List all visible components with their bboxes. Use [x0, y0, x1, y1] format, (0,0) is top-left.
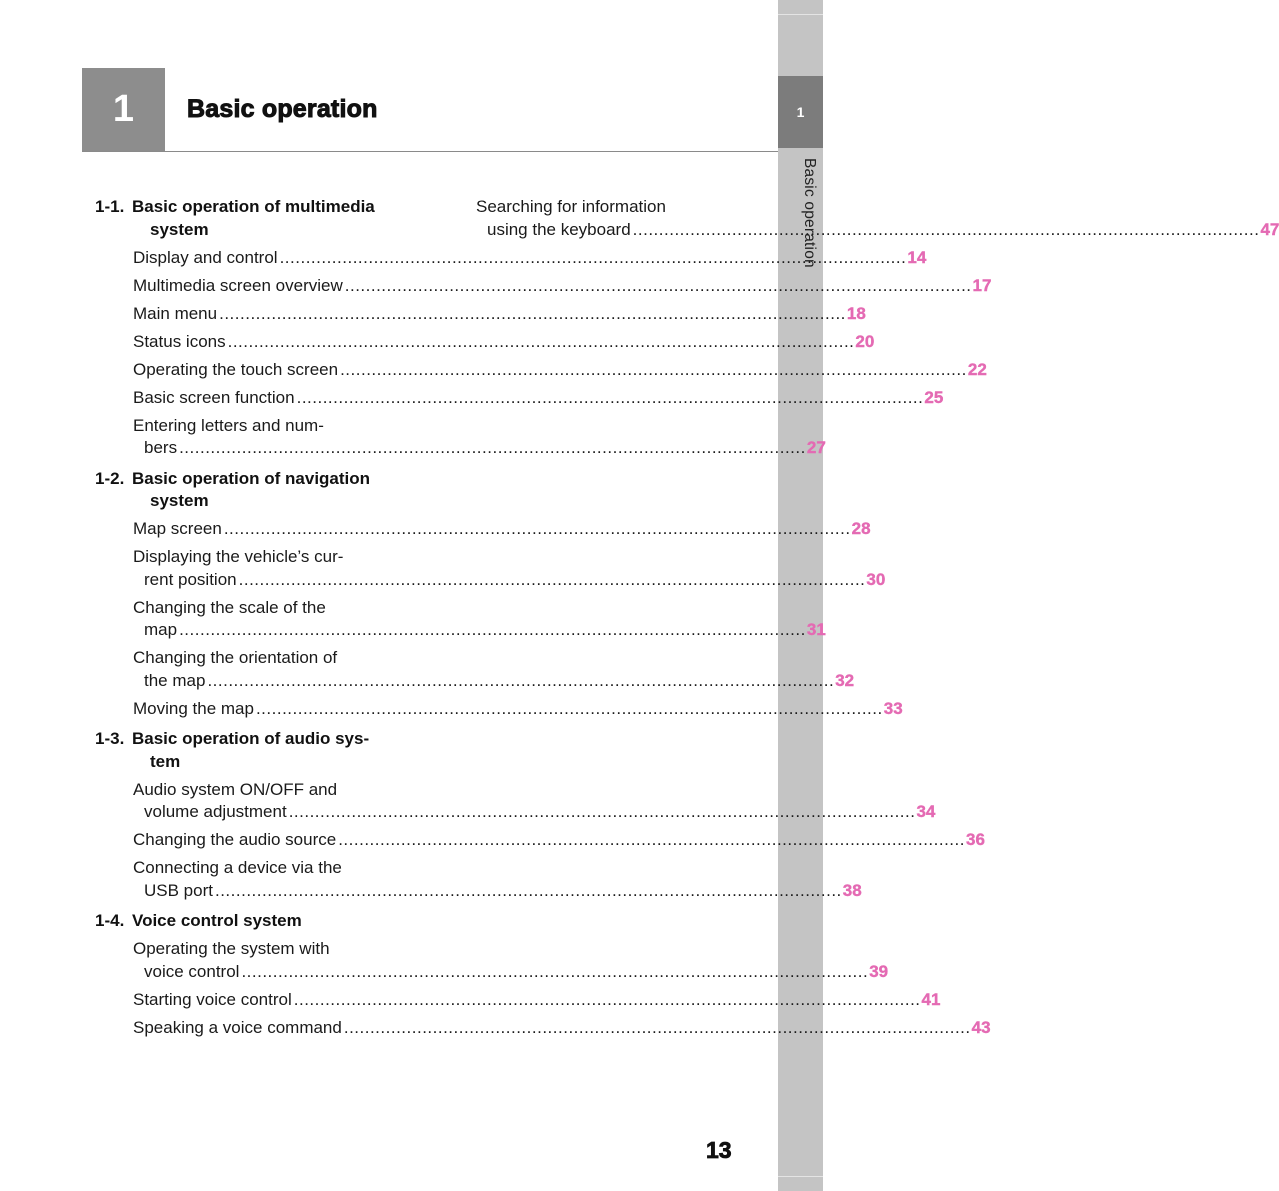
toc-entry-title: Map screen [133, 519, 222, 538]
toc-entry[interactable] [476, 196, 1279, 241]
section-title-text: Basic operation of navigation [132, 468, 371, 488]
toc-page-link[interactable]: 32 [835, 670, 855, 690]
toc-page-link[interactable]: 39 [869, 961, 889, 981]
toc-entry-title: Changing the orientation of [133, 648, 338, 667]
strip-divider [778, 1176, 823, 1177]
toc-page-link[interactable]: 14 [907, 247, 927, 267]
toc-entry-title-cont: volume adjustment [144, 802, 287, 821]
dot-leader: ........................................................................................................................ [179, 438, 806, 457]
toc-entry[interactable] [95, 597, 826, 642]
toc-entry[interactable] [95, 387, 944, 410]
toc-page-link[interactable]: 36 [965, 830, 985, 849]
section-title-cont: system [150, 491, 209, 510]
toc-entry[interactable] [95, 359, 987, 382]
toc-entry-title: Multimedia screen overview [133, 275, 343, 295]
toc-page-link[interactable]: 25 [924, 387, 944, 407]
toc-page-link[interactable]: 43 [971, 1017, 991, 1037]
toc-section [95, 728, 985, 902]
toc-entry[interactable] [95, 938, 889, 983]
toc-entry-title-cont: voice control [144, 961, 240, 981]
toc-entry-title-cont: map [144, 620, 178, 639]
toc-entry[interactable] [95, 518, 871, 541]
toc-entry-title: Searching for information [476, 197, 666, 216]
toc-section-title[interactable] [95, 196, 398, 241]
toc-entry-title-cont: the map [144, 670, 206, 690]
toc-page-link[interactable]: 18 [846, 303, 866, 323]
dot-leader: ........................................................................................................................ [238, 569, 866, 589]
dot-leader: ........................................................................................................................ [340, 359, 967, 379]
dot-leader: ........................................................................................................................ [293, 989, 921, 1009]
toc-entry[interactable] [95, 698, 903, 721]
toc-entry[interactable] [95, 415, 826, 460]
toc-entry-title-cont: rent position [144, 569, 237, 589]
side-tab-label: Basic operation [801, 158, 818, 268]
toc-entry-title: Audio system ON/OFF and [133, 779, 338, 799]
section-title-text: Basic operation of multimedia [132, 197, 375, 216]
toc-entry-title: Displaying the vehicle’s cur- [133, 547, 344, 566]
toc-entry[interactable] [95, 829, 985, 852]
toc-entry[interactable] [95, 303, 866, 326]
toc-entry[interactable] [95, 275, 992, 298]
toc-page-link[interactable]: 28 [851, 519, 871, 538]
toc-section [95, 468, 903, 721]
toc-page-link[interactable]: 27 [806, 438, 826, 457]
dot-leader: ........................................................................................................................ [279, 247, 907, 267]
toc-section-title[interactable] [95, 910, 398, 933]
section-title-cont: system [150, 219, 209, 239]
section-number: 1-3. [95, 729, 125, 748]
chapter-title: Basic operation [187, 95, 378, 123]
dot-leader: ........................................................................................................................ [343, 1017, 971, 1037]
toc-entry-title: Connecting a device via the [133, 858, 342, 877]
toc-entry[interactable] [95, 647, 855, 692]
toc-entry-title: Speaking a voice command [133, 1017, 342, 1037]
toc-entry-title: Main menu [133, 303, 218, 323]
dot-leader: ........................................................................................................................ [288, 802, 916, 821]
section-number: 1-2. [95, 468, 125, 488]
toc-page-link[interactable]: 41 [921, 989, 941, 1009]
toc-entry-title: Display and control [133, 247, 278, 267]
toc-entry-title-cont: USB port [144, 880, 213, 900]
dot-leader: ........................................................................................................................ [219, 303, 846, 323]
dot-leader: ........................................................................................................................ [338, 830, 965, 849]
section-title-text: Voice control system [132, 911, 302, 930]
toc-entry[interactable] [95, 1017, 991, 1040]
toc-page-link[interactable]: 47 [1260, 219, 1279, 239]
section-number: 1-4. [95, 911, 125, 930]
side-tab-chapter-number[interactable]: 1 [778, 76, 823, 148]
dot-leader: ........................................................................................................................ [227, 331, 855, 351]
toc-entry-title: Entering letters and num- [133, 415, 324, 435]
chapter-number-box: 1 [82, 68, 165, 151]
toc-page-link[interactable]: 30 [866, 569, 886, 589]
dot-leader: ........................................................................................................................ [223, 519, 851, 538]
toc-entry-title: Operating the touch screen [133, 359, 339, 379]
toc-entry[interactable] [95, 247, 927, 270]
toc-entry-title-cont: bers [144, 438, 178, 457]
dot-leader: ........................................................................................................................ [296, 387, 924, 407]
toc-entry-title: Changing the scale of the [133, 597, 326, 617]
toc-section [95, 910, 991, 1039]
dot-leader: ........................................................................................................................ [255, 698, 883, 718]
toc-entry-title: Basic screen function [133, 387, 295, 407]
toc-entry[interactable] [95, 546, 886, 591]
dot-leader: ........................................................................................................................ [214, 880, 842, 900]
page-number: 13 [706, 1137, 732, 1163]
section-number: 1-1. [95, 197, 125, 216]
toc-entry[interactable] [95, 331, 875, 354]
toc-entry-title: Status icons [133, 331, 226, 351]
toc-page-link[interactable]: 34 [916, 802, 936, 821]
toc-entry-title-cont: using the keyboard [487, 219, 631, 239]
toc-entry[interactable] [95, 989, 941, 1012]
header-rule [82, 151, 778, 152]
toc-page-link[interactable]: 22 [967, 359, 987, 379]
toc-page-link[interactable]: 38 [842, 880, 862, 900]
toc-entry-title: Operating the system with [133, 939, 330, 958]
toc-page-link[interactable]: 33 [883, 698, 903, 718]
dot-leader: ........................................................................................................................ [207, 670, 835, 690]
toc-page-link[interactable]: 17 [972, 275, 992, 295]
section-title-text: Basic operation of audio sys- [132, 729, 370, 748]
toc-right-column [476, 196, 1279, 241]
dot-leader: ........................................................................................................................ [241, 961, 869, 981]
toc-section-title[interactable] [95, 728, 398, 773]
section-title-cont: tem [150, 751, 181, 771]
dot-leader: ........................................................................................................................ [344, 275, 972, 295]
toc-entry-title: Moving the map [133, 698, 254, 718]
strip-divider [778, 14, 823, 15]
dot-leader: ........................................................................................................................ [179, 620, 806, 639]
toc-page-link[interactable]: 20 [855, 331, 875, 351]
toc-entry-title: Changing the audio source [133, 830, 337, 849]
toc-entry[interactable] [95, 857, 862, 902]
toc-page-link[interactable]: 31 [806, 620, 826, 639]
toc-entry[interactable] [95, 779, 936, 824]
toc-entry-title: Starting voice control [133, 989, 292, 1009]
toc-section-title[interactable] [95, 468, 398, 513]
dot-leader: ........................................................................................................................ [632, 219, 1260, 239]
